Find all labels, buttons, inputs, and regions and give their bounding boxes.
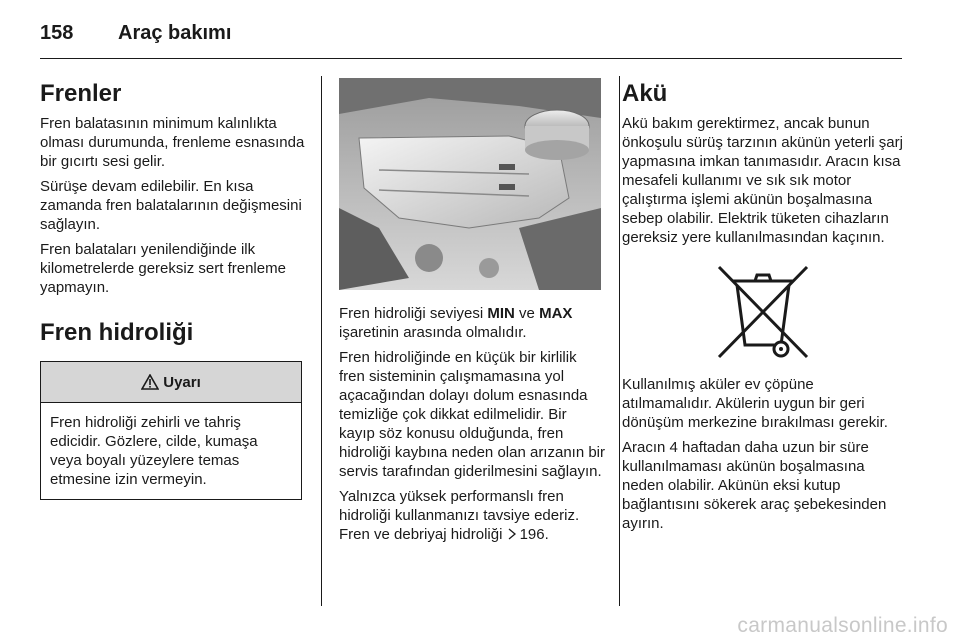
- left-column: [40, 76, 306, 500]
- right-column: [622, 76, 904, 539]
- min-mark-label: MIN: [487, 305, 515, 322]
- warning-triangle-icon: [141, 374, 159, 390]
- page-reference-arrow-icon: [507, 528, 517, 540]
- section-heading-brake-fluid: Fren hidroliği: [40, 319, 194, 346]
- page-reference-link[interactable]: 196.: [519, 526, 549, 543]
- fluid-p1-text-b: ve: [514, 305, 540, 322]
- column-divider-right: [619, 76, 620, 606]
- page-number: 158: [40, 22, 74, 44]
- crossed-out-wheelie-bin-icon: [711, 261, 815, 361]
- warning-box: [40, 361, 302, 500]
- battery-paragraph-2: Kullanılmış aküler ev çöpüne atılmamalıdır. Akülerin uygun bir geri dönüşüm merkezine bırakılması gerekir.: [622, 376, 888, 431]
- watermark: carmanualsonline.info: [737, 614, 948, 637]
- fluid-p3-text: Yalnızca yüksek performanslı fren hidroliği kullanmanızı tavsiye ederiz. Fren ve debriyaj hidroliği: [339, 488, 580, 543]
- battery-paragraph-3: Aracın 4 haftadan daha uzun bir süre kullanılmaması akünün boşalmasına neden olabilir. Akünün eksi kutup bağlantısını sökerek araç şebekesinden ayırın.: [622, 439, 887, 532]
- brakes-paragraph-2: Sürüşe devam edilebilir. En kısa zamanda fren balatalarının değişmesini sağlayın.: [40, 178, 302, 233]
- battery-paragraph-1: Akü bakım gerektirmez, ancak bunun önkoşulu sürüş tarzının akünün yeterli şarj yapmasına imkan tanımasıdır. Aracın kısa mesafeli kullanımı ve sık sık motor çalıştırma işlemi akünün boşalmasına sebep olabilir. Elektrik tüketen cihazların gereksiz yere kullanılmasından kaçının.: [622, 115, 903, 246]
- header-divider: [40, 58, 902, 59]
- fluid-p1-text-c: işaretinin arasında olmalıdır.: [339, 324, 527, 341]
- column-divider-left: [321, 76, 322, 606]
- section-heading-battery: Akü: [622, 80, 668, 107]
- brake-fluid-reservoir-photo: [339, 78, 601, 290]
- section-heading-brakes: Frenler: [40, 80, 122, 107]
- fluid-paragraph-3: [339, 487, 605, 544]
- fluid-p1-text-a: Fren hidroliği seviyesi: [339, 305, 488, 322]
- warning-text: Fren hidroliği zehirli ve tahriş edicidir. Gözlere, cilde, kumaşa veya boyalı yüzeylere temas etmesine izin vermeyin.: [50, 414, 258, 488]
- warning-title: Uyarı: [163, 373, 201, 391]
- fluid-paragraph-1: [339, 304, 605, 342]
- brakes-paragraph-3: Fren balataları yenilendiğinde ilk kilometrelerde gereksiz sert frenleme yapmayın.: [40, 241, 286, 296]
- recycle-symbol: [622, 261, 904, 361]
- page-header: [40, 20, 902, 56]
- chapter-title: Araç bakımı: [118, 22, 232, 44]
- brakes-paragraph-1: Fren balatasının minimum kalınlıkta olması durumunda, frenleme esnasında bir gıcırtı sesi gelir.: [40, 115, 305, 170]
- fluid-paragraph-2: Fren hidroliğinde en küçük bir kirlilik fren sisteminin çalışmamasına yol açacağından dolayı dolum esnasında temizliğe çok dikkat edilmelidir. Bir kayıp söz konusu olduğunda, fren hidroliği kaybına neden olan arızanın bir servis tarafından giderilmesini sağlayın.: [339, 349, 606, 480]
- max-mark-label: MAX: [539, 305, 573, 322]
- warning-header: [41, 362, 301, 403]
- middle-column: [339, 76, 605, 550]
